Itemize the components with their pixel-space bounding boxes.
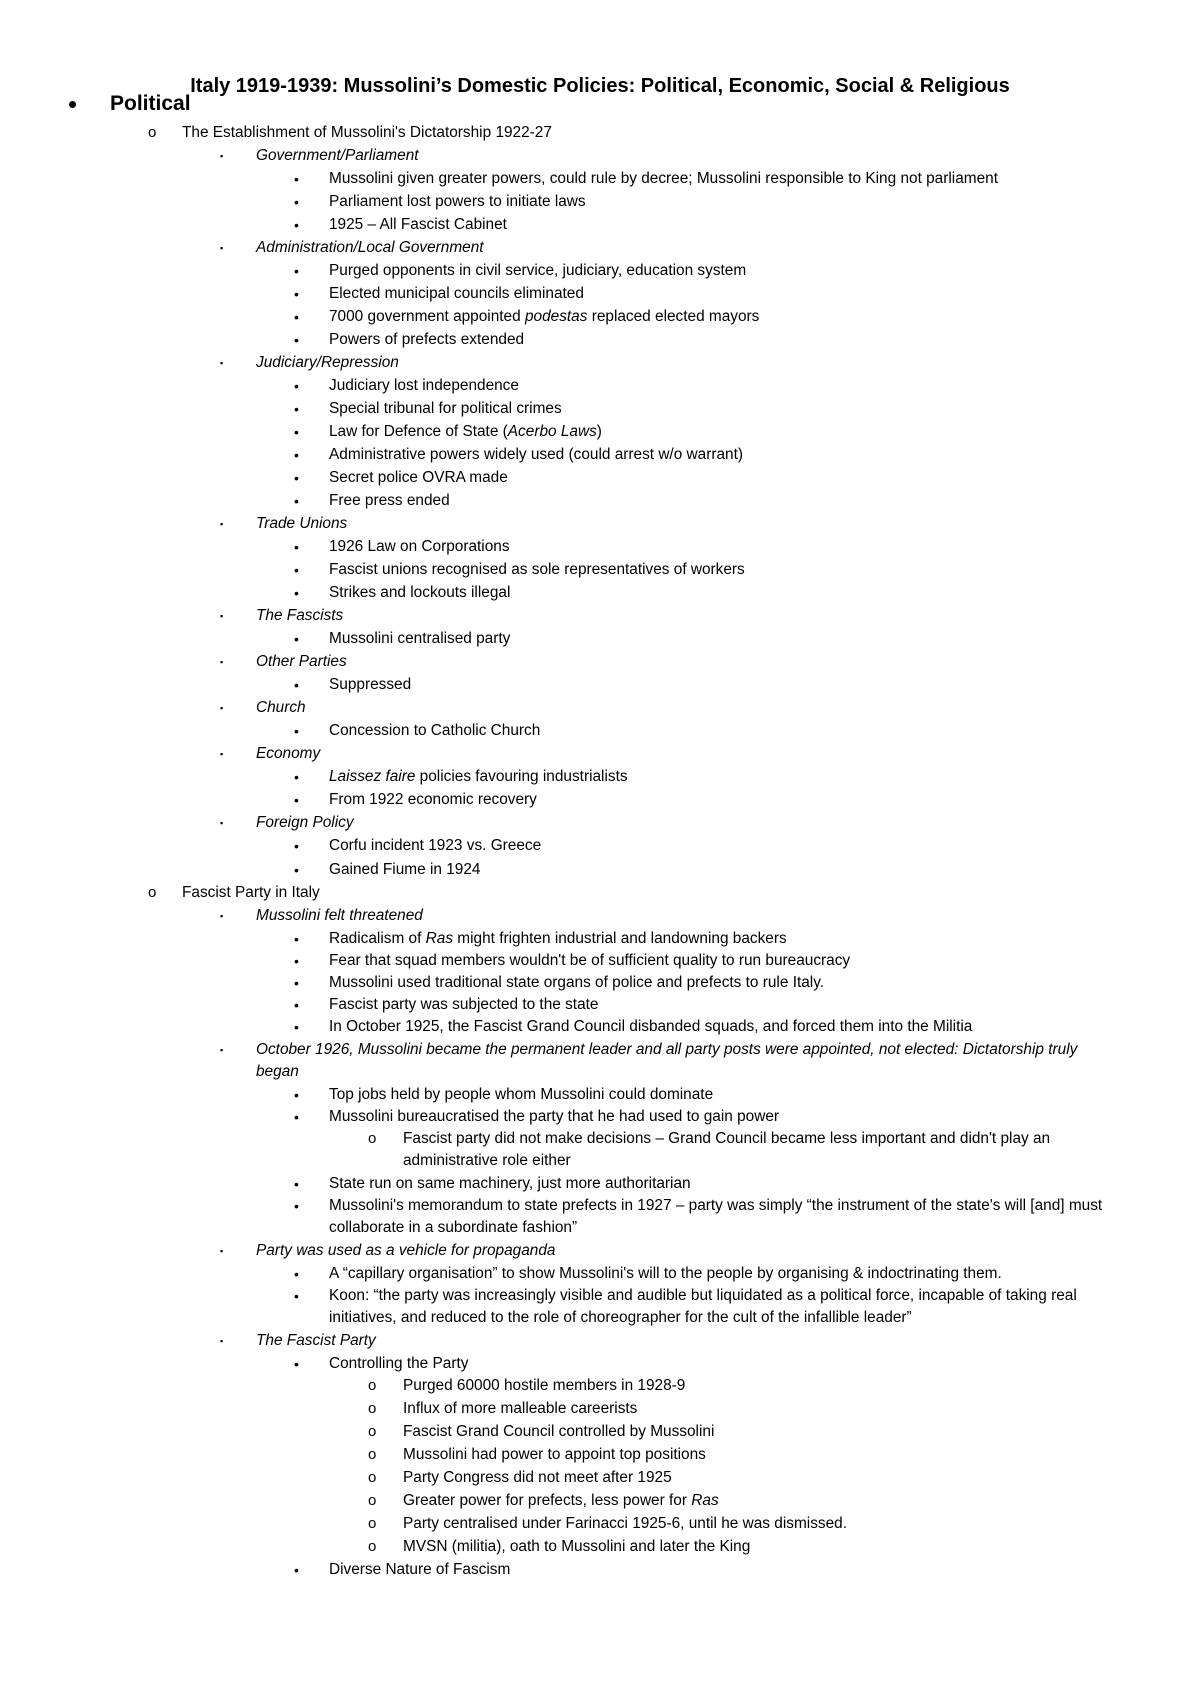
text-run: In October 1925, the Fascist Grand Council disbanded squads, and forced them into the Militia: [329, 1018, 973, 1035]
bullet-item: [329, 1195, 1122, 1239]
square-bullet-icon: ▪: [220, 749, 224, 759]
text-run: 1926 Law on Corporations: [329, 538, 510, 555]
text-run: Free press ended: [329, 492, 450, 509]
sub-bullet-item: [403, 1536, 750, 1558]
bullet-item: [329, 329, 524, 351]
topic-item: [256, 697, 306, 719]
bullet-item: [329, 972, 824, 994]
bullet-item: [329, 835, 541, 857]
text-run: Mussolini became the permanent leader and all party posts were appointed, not elected: Dictatorship truly began: [256, 1041, 1078, 1080]
bullet-item: [329, 1106, 779, 1128]
sub-bullet-item: [403, 1490, 719, 1512]
text-run: Ras: [691, 1492, 719, 1509]
bullet-item: [329, 859, 480, 881]
text-run: Administration/Local Government: [256, 239, 484, 256]
bullet-icon: •: [294, 1356, 299, 1372]
bullet-item: [329, 191, 586, 213]
bullet-icon: •: [294, 309, 299, 325]
square-bullet-icon: ▪: [220, 611, 224, 621]
bullet-item: [329, 260, 746, 282]
bullet-icon: •: [294, 838, 299, 854]
bullet-item: [329, 168, 998, 190]
bullet-icon: •: [294, 217, 299, 233]
sub-bullet-item: [403, 1444, 706, 1466]
text-run: Fascist party did not make decisions – Grand Council became less important and didn't play an administrative role either: [403, 1130, 1051, 1169]
circle-bullet-icon: o: [148, 884, 157, 901]
text-run: State run on same machinery, just more authoritarian: [329, 1175, 691, 1192]
text-run: Law for Defence of State (: [329, 423, 508, 440]
sub-bullet-item: [403, 1467, 672, 1489]
text-run: Mussolini had power to appoint top positions: [403, 1446, 706, 1463]
text-run: Fear that squad members wouldn't be of sufficient quality to run bureaucracy: [329, 952, 851, 969]
document-title: Italy 1919-1939: Mussolini’s Domestic Policies: Political, Economic, Social & Religious: [190, 75, 1010, 97]
text-run: Trade Unions: [256, 515, 348, 532]
text-run: Judiciary/Repression: [256, 354, 399, 371]
text-run: Church: [256, 699, 306, 716]
bullet-icon: •: [294, 1562, 299, 1578]
bullet-icon: •: [294, 769, 299, 785]
bullet-item: [329, 536, 510, 558]
topic-item: [256, 352, 399, 374]
text-run: Radicalism of: [329, 930, 426, 947]
topic-item: [256, 743, 320, 765]
circle-bullet-icon: o: [368, 1492, 377, 1509]
topic-item: [256, 1240, 555, 1262]
topic-item: [256, 812, 354, 834]
text-run: Fascist unions recognised as sole representatives of workers: [329, 561, 745, 578]
bullet-item: [329, 1559, 510, 1581]
square-bullet-icon: ▪: [220, 703, 224, 713]
bullet-icon: •: [294, 677, 299, 693]
circle-bullet-icon: o: [368, 1377, 377, 1394]
bullet-item: [329, 582, 510, 604]
bullet-item: [329, 928, 787, 950]
bullet-item: [329, 1285, 1122, 1329]
circle-bullet-icon: o: [368, 1515, 377, 1532]
circle-bullet-icon: o: [368, 1130, 377, 1147]
text-run: The Fascists: [256, 607, 344, 624]
text-run: podestas: [524, 308, 588, 325]
square-bullet-icon: ▪: [220, 1246, 224, 1256]
bullet-item: [329, 375, 519, 397]
topic-item: [256, 651, 347, 673]
text-run: replaced elected mayors: [587, 308, 760, 325]
bullet-icon: •: [294, 171, 299, 187]
bullet-icon: •: [294, 562, 299, 578]
text-run: Fascist party was subjected to the state: [329, 996, 599, 1013]
bullet-item: [329, 789, 537, 811]
topic-item: [256, 1039, 1122, 1083]
bullet-icon: •: [294, 792, 299, 808]
bullet-item: [329, 559, 745, 581]
sub-bullet-item: [403, 1375, 685, 1397]
bullet-item: [329, 1173, 691, 1195]
text-run: Powers of prefects extended: [329, 331, 525, 348]
topic-item: [256, 145, 419, 167]
text-run: Special tribunal for political crimes: [329, 400, 562, 417]
text-run: Elected municipal councils eliminated: [329, 285, 584, 302]
text-run: Concession to Catholic Church: [329, 722, 541, 739]
text-run: ): [596, 423, 602, 440]
square-bullet-icon: ▪: [220, 243, 224, 253]
circle-bullet-icon: o: [368, 1400, 377, 1417]
topic-item: [256, 513, 347, 535]
text-run: A “capillary organisation” to show Mussolini's will to the people by organising & indoctrinating them.: [329, 1265, 1002, 1282]
bullet-icon: •: [294, 1019, 299, 1035]
square-bullet-icon: ▪: [220, 911, 224, 921]
text-run: The Fascist Party: [256, 1332, 376, 1349]
text-run: Acerbo Laws: [507, 423, 597, 440]
text-run: Secret police OVRA made: [329, 469, 508, 486]
sub-bullet-item: [403, 1128, 1122, 1172]
bullet-item: [329, 674, 411, 696]
subsection-item: [182, 882, 320, 904]
bullet-icon: •: [294, 539, 299, 555]
text-run: Controlling the Party: [329, 1355, 469, 1372]
text-run: Gained Fiume in 1924: [329, 861, 481, 878]
bullet-item: [329, 766, 628, 788]
topic-item: [256, 237, 484, 259]
text-run: Greater power for prefects, less power for: [403, 1492, 692, 1509]
text-run: Mussolini felt threatened: [256, 907, 423, 924]
bullet-item: [329, 444, 743, 466]
bullet-icon: •: [294, 1176, 299, 1192]
bullet-icon: •: [294, 1087, 299, 1103]
bullet-icon: •: [294, 931, 299, 947]
topic-item: [256, 1330, 376, 1352]
sub-bullet-item: [403, 1398, 637, 1420]
bullet-item: [329, 1353, 468, 1375]
subsection-item: [182, 122, 552, 144]
bullet-icon: •: [294, 953, 299, 969]
text-run: Mussolini used traditional state organs of police and prefects to rule Italy.: [329, 974, 825, 991]
topic-item: [256, 905, 423, 927]
text-run: Strikes and lockouts illegal: [329, 584, 511, 601]
bullet-icon: •: [294, 263, 299, 279]
text-run: Party was used as a vehicle for propaganda: [256, 1242, 556, 1259]
topic-item: [256, 605, 343, 627]
bullet-item: [329, 421, 602, 443]
text-run: Parliament lost powers to initiate laws: [329, 193, 586, 210]
text-run: Suppressed: [329, 676, 412, 693]
bullet-icon: •: [294, 723, 299, 739]
square-bullet-icon: ▪: [220, 1336, 224, 1346]
text-run: The Establishment of Mussolini's Dictatorship 1922-27: [182, 124, 552, 141]
bullet-item: [329, 1016, 972, 1038]
text-run: 7000 government appointed: [329, 308, 525, 325]
bullet-icon: •: [294, 631, 299, 647]
text-run: From 1922 economic recovery: [329, 791, 537, 808]
bullet-icon: •: [294, 332, 299, 348]
bullet-item: [329, 467, 508, 489]
bullet-item: [329, 398, 562, 420]
text-run: October 1926,: [256, 1041, 358, 1058]
bullet-icon: •: [294, 401, 299, 417]
bullet-icon: •: [294, 1109, 299, 1125]
text-run: MVSN (militia), oath to Mussolini and later the King: [403, 1538, 751, 1555]
square-bullet-icon: ▪: [220, 818, 224, 828]
bullet-icon: •: [294, 493, 299, 509]
section-heading: [110, 91, 191, 117]
bullet-icon: •: [294, 997, 299, 1013]
square-bullet-icon: ▪: [220, 358, 224, 368]
bullet-item: [329, 950, 850, 972]
bullet-icon: •: [294, 424, 299, 440]
text-run: Party centralised under Farinacci 1925-6, until he was dismissed.: [403, 1515, 847, 1532]
text-run: Foreign Policy: [256, 814, 354, 831]
circle-bullet-icon: o: [148, 124, 157, 141]
text-run: policies favouring industrialists: [415, 768, 628, 785]
text-run: Koon: “the party was increasingly visible and audible but liquidated as a political force, incapable of taking real initiatives, and reduced to the role of choreographer for the cult of the infallible leader”: [329, 1287, 1077, 1326]
square-bullet-icon: ▪: [220, 1045, 224, 1055]
text-run: Fascist Grand Council controlled by Mussolini: [403, 1423, 715, 1440]
text-run: Party Congress did not meet after 1925: [403, 1469, 672, 1486]
text-run: Mussolini's memorandum to state prefects in 1927 – party was simply “the instrument of the state's will [and] must collaborate in a subordinate fashion”: [329, 1197, 1103, 1236]
text-run: 1925 – All Fascist Cabinet: [329, 216, 507, 233]
bullet-icon: •: [294, 862, 299, 878]
bullet-icon: •: [294, 975, 299, 991]
text-run: Diverse Nature of Fascism: [329, 1561, 511, 1578]
bullet-item: [329, 1084, 713, 1106]
square-bullet-icon: ▪: [220, 657, 224, 667]
bullet-icon: •: [294, 1288, 299, 1304]
text-run: Administrative powers widely used (could arrest w/o warrant): [329, 446, 743, 463]
text-run: Mussolini centralised party: [329, 630, 511, 647]
text-run: Mussolini given greater powers, could rule by decree; Mussolini responsible to King not parliament: [329, 170, 998, 187]
text-run: Other Parties: [256, 653, 347, 670]
square-bullet-icon: ▪: [220, 151, 224, 161]
text-run: Purged opponents in civil service, judiciary, education system: [329, 262, 747, 279]
text-run: Ras: [425, 930, 454, 947]
text-run: Top jobs held by people whom Mussolini could dominate: [329, 1086, 714, 1103]
circle-bullet-icon: o: [368, 1469, 377, 1486]
circle-bullet-icon: o: [368, 1446, 377, 1463]
circle-bullet-icon: o: [368, 1423, 377, 1440]
bullet-icon: •: [294, 286, 299, 302]
text-run: Economy: [256, 745, 321, 762]
text-run: Judiciary lost independence: [329, 377, 519, 394]
sub-bullet-item: [403, 1513, 847, 1535]
circle-bullet-icon: o: [368, 1538, 377, 1555]
bullet-item: [329, 283, 584, 305]
bullet-icon: •: [294, 1266, 299, 1282]
bullet-item: [329, 214, 507, 236]
text-run: Political: [110, 92, 191, 115]
text-run: might frighten industrial and landowning backers: [453, 930, 787, 947]
bullet-item: [329, 994, 598, 1016]
bullet-icon: •: [294, 585, 299, 601]
bullet-item: [329, 306, 759, 328]
text-run: Corfu incident 1923 vs. Greece: [329, 837, 542, 854]
bullet-icon: •: [294, 194, 299, 210]
text-run: Purged 60000 hostile members in 1928-9: [403, 1377, 686, 1394]
bullet-icon: •: [294, 447, 299, 463]
text-run: Fascist Party in Italy: [182, 884, 320, 901]
bullet-item: [329, 628, 510, 650]
square-bullet-icon: ▪: [220, 519, 224, 529]
bullet-icon: •: [294, 470, 299, 486]
bullet-icon: •: [68, 89, 78, 119]
text-run: Influx of more malleable careerists: [403, 1400, 638, 1417]
bullet-item: [329, 490, 450, 512]
bullet-icon: •: [294, 1198, 299, 1214]
text-run: Laissez faire: [329, 768, 416, 785]
sub-bullet-item: [403, 1421, 714, 1443]
bullet-item: [329, 1263, 1002, 1285]
bullet-item: [329, 720, 540, 742]
text-run: Government/Parliament: [256, 147, 419, 164]
bullet-icon: •: [294, 378, 299, 394]
text-run: Mussolini bureaucratised the party that he had used to gain power: [329, 1108, 780, 1125]
